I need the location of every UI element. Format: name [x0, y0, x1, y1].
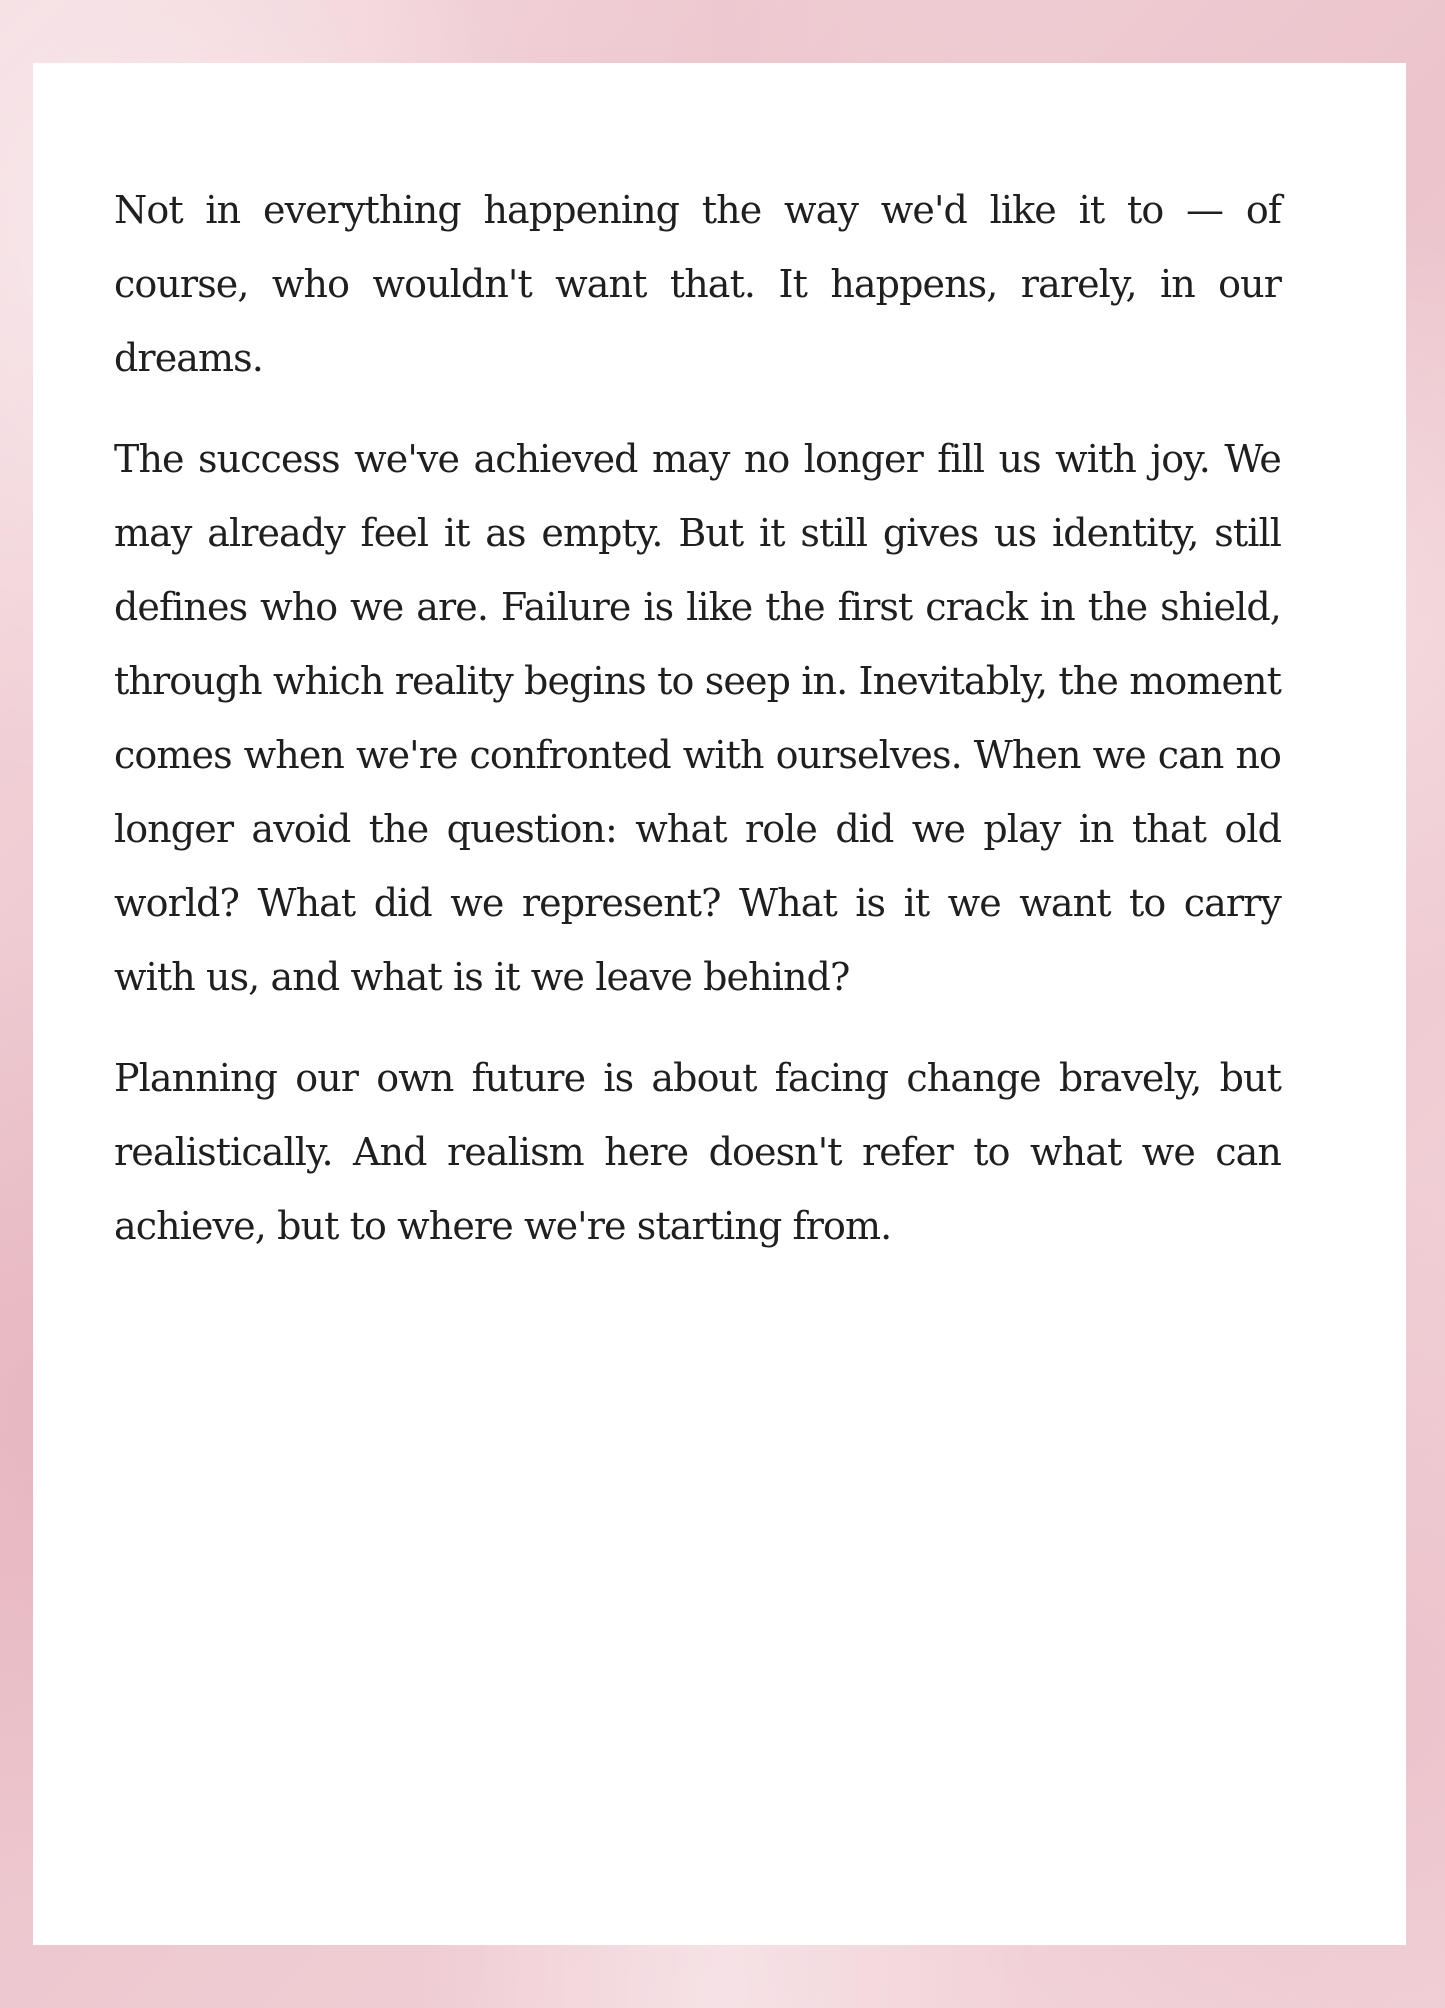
paragraph-2: The success we've achieved may no longer fill us with joy. We may already feel it as empty. But it still gives us identity, still defines who we are. Failure is like the first crack in the shield, through which reality begins to seep in. Inevitably, the moment comes when we're confronted with ourselves. When we can no longer avoid the question: what role did we play in that old world? What did we represent? What is it we want to carry with us, and what is it we leave behind? [114, 437, 1281, 999]
paragraph-1: Not in everything happening the way we'd like it to — of course, who wouldn't want that. It happens, rarely, in our dreams. [114, 188, 1281, 380]
body-text [114, 173, 1281, 1290]
page-sheet [33, 63, 1406, 1945]
paragraph-3: Planning our own future is about facing change bravely, but realistically. And realism here doesn't refer to what we can achieve, but to where we're starting from. [114, 1056, 1281, 1248]
